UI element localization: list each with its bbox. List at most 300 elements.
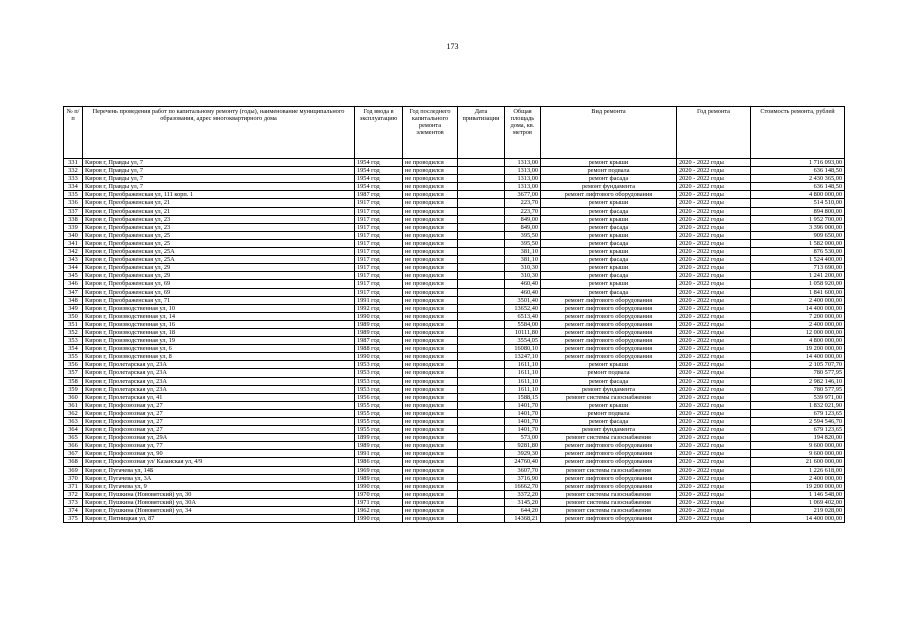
cell-year-built: 1992 год: [355, 304, 403, 312]
cell-num: 342: [64, 248, 83, 256]
cell-repair-type: ремонт лифтового оборудования: [541, 345, 677, 353]
cell-address: Киров г, Производственная ул, 8: [83, 353, 355, 361]
cell-repair-type: ремонт лифтового оборудования: [541, 337, 677, 345]
cell-cost: 2 982 146,10: [751, 377, 845, 385]
cell-year-built: 1990 год: [355, 515, 403, 523]
cell-area: 1611,10: [505, 361, 541, 369]
cell-repair-type: ремонт лифтового оборудования: [541, 191, 677, 199]
cell-last-repair: не проводился: [403, 272, 458, 280]
cell-address: Киров г, Преображенская ул, 21: [83, 199, 355, 207]
cell-num: 348: [64, 296, 83, 304]
cell-repair-type: ремонт фасада: [541, 418, 677, 426]
cell-cost: 876 530,00: [751, 248, 845, 256]
cell-repair-type: ремонт крыши: [541, 264, 677, 272]
cell-cost: 2 400 000,00: [751, 320, 845, 328]
table-header: [64, 107, 845, 159]
cell-last-repair: не проводился: [403, 183, 458, 191]
cell-privatization: [458, 264, 505, 272]
cell-last-repair: не проводился: [403, 280, 458, 288]
cell-address: Киров г, Преображенская ул, 25А: [83, 256, 355, 264]
cell-num: 352: [64, 328, 83, 336]
cell-year-built: 1955 год: [355, 409, 403, 417]
cell-address: Киров г, Преображенская ул, 29: [83, 272, 355, 280]
cell-repair-year: 2020 - 2022 годы: [677, 215, 751, 223]
cell-repair-year: 2020 - 2022 годы: [677, 320, 751, 328]
cell-cost: 1 241 200,00: [751, 272, 845, 280]
table-row: [64, 231, 845, 239]
cell-last-repair: не проводился: [403, 458, 458, 466]
cell-repair-year: 2020 - 2022 годы: [677, 239, 751, 247]
cell-area: 3677,00: [505, 191, 541, 199]
cell-last-repair: не проводился: [403, 199, 458, 207]
cell-num: 344: [64, 264, 83, 272]
cell-repair-type: ремонт лифтового оборудования: [541, 328, 677, 336]
cell-repair-year: 2020 - 2022 годы: [677, 231, 751, 239]
cell-year-built: 1917 год: [355, 231, 403, 239]
cell-repair-year: 2020 - 2022 годы: [677, 272, 751, 280]
cell-cost: 1 146 548,00: [751, 490, 845, 498]
cell-repair-year: 2020 - 2022 годы: [677, 167, 751, 175]
table-row: [64, 256, 845, 264]
cell-last-repair: не проводился: [403, 353, 458, 361]
cell-num: 359: [64, 385, 83, 393]
cell-repair-year: 2020 - 2022 годы: [677, 409, 751, 417]
cell-cost: 713 690,00: [751, 264, 845, 272]
table-row: [64, 320, 845, 328]
table-row: [64, 458, 845, 466]
table-row: [64, 328, 845, 336]
cell-cost: 1 832 021,90: [751, 401, 845, 409]
cell-repair-year: 2020 - 2022 годы: [677, 418, 751, 426]
cell-repair-type: ремонт подвала: [541, 167, 677, 175]
cell-privatization: [458, 248, 505, 256]
table-row: [64, 312, 845, 320]
table-row: [64, 482, 845, 490]
cell-repair-type: ремонт системы газоснабжения: [541, 490, 677, 498]
cell-privatization: [458, 409, 505, 417]
cell-num: 331: [64, 159, 83, 167]
cell-privatization: [458, 474, 505, 482]
cell-year-built: 1917 год: [355, 248, 403, 256]
cell-year-built: 1917 год: [355, 256, 403, 264]
cell-year-built: 1955 год: [355, 418, 403, 426]
cell-year-built: 1989 год: [355, 320, 403, 328]
cell-area: 14368,21: [505, 515, 541, 523]
cell-privatization: [458, 458, 505, 466]
cell-cost: 679 123,65: [751, 409, 845, 417]
cell-address: Киров г, Правды ул, 7: [83, 183, 355, 191]
table-row: [64, 377, 845, 385]
cell-last-repair: не проводился: [403, 320, 458, 328]
cell-cost: 7 200 000,00: [751, 312, 845, 320]
cell-area: 573,00: [505, 434, 541, 442]
cell-repair-type: ремонт фасада: [541, 207, 677, 215]
cell-repair-year: 2020 - 2022 годы: [677, 223, 751, 231]
cell-repair-type: ремонт фундамента: [541, 426, 677, 434]
cell-address: Киров г, Профсоюзная ул, 27: [83, 409, 355, 417]
cell-cost: 679 123,65: [751, 426, 845, 434]
cell-cost: 194 820,00: [751, 434, 845, 442]
cell-year-built: 1917 год: [355, 199, 403, 207]
cell-privatization: [458, 231, 505, 239]
cell-privatization: [458, 482, 505, 490]
cell-address: Киров г, Пролетарская ул, 23А: [83, 385, 355, 393]
cell-year-built: 1970 год: [355, 490, 403, 498]
cell-cost: 636 148,50: [751, 183, 845, 191]
cell-address: Киров г, Профсоюзная ул, 27: [83, 418, 355, 426]
cell-repair-year: 2020 - 2022 годы: [677, 248, 751, 256]
cell-num: 333: [64, 175, 83, 183]
cell-repair-year: 2020 - 2022 годы: [677, 450, 751, 458]
cell-privatization: [458, 490, 505, 498]
cell-area: 1313,00: [505, 175, 541, 183]
cell-address: Киров г, Производственная ул, 18: [83, 328, 355, 336]
cell-address: Киров г, Профсоюзная ул, 77: [83, 442, 355, 450]
cell-last-repair: не проводился: [403, 215, 458, 223]
cell-num: 360: [64, 393, 83, 401]
cell-last-repair: не проводился: [403, 345, 458, 353]
cell-year-built: 1991 год: [355, 450, 403, 458]
table-row: [64, 515, 845, 523]
table-row: [64, 199, 845, 207]
cell-year-built: 1987 год: [355, 191, 403, 199]
table-row: [64, 215, 845, 223]
cell-num: 368: [64, 458, 83, 466]
cell-year-built: 1899 год: [355, 434, 403, 442]
cell-num: 358: [64, 377, 83, 385]
cell-num: 332: [64, 167, 83, 175]
cell-repair-type: ремонт крыши: [541, 248, 677, 256]
cell-privatization: [458, 296, 505, 304]
cell-year-built: 1956 год: [355, 393, 403, 401]
cell-num: 365: [64, 434, 83, 442]
cell-repair-year: 2020 - 2022 годы: [677, 288, 751, 296]
cell-num: 349: [64, 304, 83, 312]
cell-address: Киров г, Преображенская ул, 69: [83, 280, 355, 288]
cell-address: Киров г, Преображенская ул, 111 корп. 1: [83, 191, 355, 199]
cell-area: 1401,70: [505, 401, 541, 409]
cell-year-built: 1953 год: [355, 377, 403, 385]
header-row: [64, 107, 845, 159]
cell-address: Киров г, Правды ул, 7: [83, 175, 355, 183]
cell-repair-type: ремонт лифтового оборудования: [541, 458, 677, 466]
table-row: [64, 183, 845, 191]
cell-repair-year: 2020 - 2022 годы: [677, 264, 751, 272]
cell-address: Киров г, Преображенская ул, 23: [83, 223, 355, 231]
cell-last-repair: не проводился: [403, 385, 458, 393]
cell-address: Киров г, Пушкина (Нововятский) ул, 30А: [83, 498, 355, 506]
cell-repair-type: ремонт фасада: [541, 175, 677, 183]
cell-cost: 636 148,50: [751, 167, 845, 175]
cell-repair-type: ремонт крыши: [541, 361, 677, 369]
cell-address: Киров г, Пушкина (Нововятский) ул, 34: [83, 507, 355, 515]
cell-privatization: [458, 159, 505, 167]
cell-num: 363: [64, 418, 83, 426]
cell-repair-type: ремонт системы газоснабжения: [541, 393, 677, 401]
table-body: [64, 159, 845, 523]
cell-privatization: [458, 353, 505, 361]
cell-repair-type: ремонт крыши: [541, 215, 677, 223]
table-row: [64, 385, 845, 393]
header-cost: Стоимость ремонта, рублей: [751, 107, 845, 159]
cell-area: 1588,15: [505, 393, 541, 401]
cell-cost: 9 600 000,00: [751, 450, 845, 458]
table-row: [64, 207, 845, 215]
cell-repair-type: ремонт лифтового оборудования: [541, 312, 677, 320]
cell-cost: 14 400 000,00: [751, 353, 845, 361]
cell-cost: 2 430 365,00: [751, 175, 845, 183]
cell-repair-year: 2020 - 2022 годы: [677, 175, 751, 183]
cell-area: 16662,70: [505, 482, 541, 490]
cell-privatization: [458, 385, 505, 393]
table-row: [64, 361, 845, 369]
table-row: [64, 223, 845, 231]
cell-last-repair: не проводился: [403, 304, 458, 312]
cell-repair-year: 2020 - 2022 годы: [677, 442, 751, 450]
table-row: [64, 296, 845, 304]
cell-last-repair: не проводился: [403, 337, 458, 345]
cell-num: 336: [64, 199, 83, 207]
cell-privatization: [458, 450, 505, 458]
cell-address: Киров г, Правды ул, 7: [83, 159, 355, 167]
cell-address: Киров г, Преображенская ул, 23: [83, 215, 355, 223]
cell-last-repair: не проводился: [403, 393, 458, 401]
cell-privatization: [458, 256, 505, 264]
cell-address: Киров г, Пушкина (Нововятский) ул, 30: [83, 490, 355, 498]
cell-repair-type: ремонт крыши: [541, 280, 677, 288]
cell-area: 460,40: [505, 280, 541, 288]
cell-area: 381,10: [505, 248, 541, 256]
table-row: [64, 272, 845, 280]
cell-privatization: [458, 515, 505, 523]
cell-num: 346: [64, 280, 83, 288]
table-row: [64, 280, 845, 288]
cell-area: 644,20: [505, 507, 541, 515]
cell-last-repair: не проводился: [403, 401, 458, 409]
cell-address: Киров г, Преображенская ул, 25: [83, 231, 355, 239]
cell-repair-type: ремонт фасада: [541, 223, 677, 231]
cell-cost: 2 105 707,70: [751, 361, 845, 369]
cell-area: 3716,90: [505, 474, 541, 482]
cell-num: 356: [64, 361, 83, 369]
cell-num: 343: [64, 256, 83, 264]
cell-num: 374: [64, 507, 83, 515]
cell-last-repair: не проводился: [403, 466, 458, 474]
cell-privatization: [458, 401, 505, 409]
cell-repair-year: 2020 - 2022 годы: [677, 498, 751, 506]
cell-year-built: 1991 год: [355, 296, 403, 304]
cell-cost: 19 200 000,00: [751, 345, 845, 353]
cell-address: Киров г, Преображенская ул, 71: [83, 296, 355, 304]
cell-address: Киров г, Производственная ул, 19: [83, 337, 355, 345]
cell-area: 24760,40: [505, 458, 541, 466]
table-row: [64, 345, 845, 353]
cell-privatization: [458, 288, 505, 296]
cell-address: Киров г, Преображенская ул, 25: [83, 239, 355, 247]
cell-num: 357: [64, 369, 83, 377]
cell-year-built: 1917 год: [355, 215, 403, 223]
cell-year-built: 1990 год: [355, 353, 403, 361]
cell-address: Киров г, Преображенская ул, 21: [83, 207, 355, 215]
cell-num: 351: [64, 320, 83, 328]
cell-cost: 539 971,00: [751, 393, 845, 401]
cell-privatization: [458, 377, 505, 385]
cell-year-built: 1917 год: [355, 239, 403, 247]
cell-repair-year: 2020 - 2022 годы: [677, 507, 751, 515]
table-row: [64, 401, 845, 409]
cell-repair-year: 2020 - 2022 годы: [677, 256, 751, 264]
cell-repair-year: 2020 - 2022 годы: [677, 337, 751, 345]
cell-address: Киров г, Производственная ул, 10: [83, 304, 355, 312]
cell-repair-type: ремонт крыши: [541, 401, 677, 409]
cell-privatization: [458, 239, 505, 247]
cell-repair-year: 2020 - 2022 годы: [677, 434, 751, 442]
cell-num: 334: [64, 183, 83, 191]
cell-repair-year: 2020 - 2022 годы: [677, 353, 751, 361]
cell-repair-type: ремонт подвала: [541, 369, 677, 377]
table-row: [64, 167, 845, 175]
cell-num: 341: [64, 239, 83, 247]
cell-repair-year: 2020 - 2022 годы: [677, 312, 751, 320]
cell-repair-type: ремонт фасада: [541, 272, 677, 280]
table-row: [64, 490, 845, 498]
cell-area: 1313,00: [505, 159, 541, 167]
cell-repair-year: 2020 - 2022 годы: [677, 466, 751, 474]
cell-area: 16080,10: [505, 345, 541, 353]
cell-privatization: [458, 280, 505, 288]
cell-last-repair: не проводился: [403, 442, 458, 450]
cell-area: 3372,20: [505, 490, 541, 498]
cell-num: 339: [64, 223, 83, 231]
cell-year-built: 1989 год: [355, 442, 403, 450]
cell-address: Киров г, Пролетарская ул, 23А: [83, 361, 355, 369]
cell-year-built: 1917 год: [355, 223, 403, 231]
cell-year-built: 1953 год: [355, 361, 403, 369]
cell-area: 1401,70: [505, 426, 541, 434]
cell-year-built: 1953 год: [355, 369, 403, 377]
cell-repair-type: ремонт лифтового оборудования: [541, 320, 677, 328]
cell-privatization: [458, 199, 505, 207]
cell-privatization: [458, 191, 505, 199]
cell-last-repair: не проводился: [403, 409, 458, 417]
cell-repair-type: ремонт лифтового оборудования: [541, 296, 677, 304]
table-row: [64, 264, 845, 272]
cell-year-built: 1962 год: [355, 507, 403, 515]
cell-area: 3607,70: [505, 466, 541, 474]
cell-repair-year: 2020 - 2022 годы: [677, 345, 751, 353]
cell-cost: 894 800,00: [751, 207, 845, 215]
cell-privatization: [458, 175, 505, 183]
cell-address: Киров г, Правды ул, 7: [83, 167, 355, 175]
cell-cost: 1 069 402,00: [751, 498, 845, 506]
cell-year-built: 1955 год: [355, 426, 403, 434]
cell-cost: 19 200 000,00: [751, 482, 845, 490]
cell-year-built: 1987 год: [355, 337, 403, 345]
cell-year-built: 1917 год: [355, 264, 403, 272]
table-row: [64, 466, 845, 474]
cell-num: 350: [64, 312, 83, 320]
table-row: [64, 369, 845, 377]
cell-repair-type: ремонт лифтового оборудования: [541, 515, 677, 523]
cell-year-built: 1989 год: [355, 474, 403, 482]
cell-privatization: [458, 304, 505, 312]
cell-year-built: 1990 год: [355, 312, 403, 320]
cell-cost: 4 800 000,00: [751, 337, 845, 345]
cell-address: Киров г, Пугачева ул, 14Б: [83, 466, 355, 474]
cell-last-repair: не проводился: [403, 159, 458, 167]
cell-area: 13247,10: [505, 353, 541, 361]
cell-address: Киров г, Профсоюзная ул/ Казанская ул, 4/9: [83, 458, 355, 466]
cell-address: Киров г, Преображенская ул, 25А: [83, 248, 355, 256]
table-row: [64, 409, 845, 417]
cell-num: 335: [64, 191, 83, 199]
header-area: Общая площадь дома, кв. метров: [505, 107, 541, 159]
cell-last-repair: не проводился: [403, 175, 458, 183]
cell-num: 338: [64, 215, 83, 223]
cell-area: 1611,10: [505, 385, 541, 393]
cell-privatization: [458, 498, 505, 506]
table-row: [64, 474, 845, 482]
cell-year-built: 1954 год: [355, 183, 403, 191]
cell-privatization: [458, 215, 505, 223]
header-repair-type: Вид ремонта: [541, 107, 677, 159]
cell-num: 375: [64, 515, 83, 523]
cell-repair-type: ремонт фасада: [541, 377, 677, 385]
cell-num: 340: [64, 231, 83, 239]
cell-repair-year: 2020 - 2022 годы: [677, 458, 751, 466]
cell-repair-year: 2020 - 2022 годы: [677, 369, 751, 377]
cell-repair-type: ремонт лифтового оборудования: [541, 304, 677, 312]
cell-cost: 12 000 000,00: [751, 328, 845, 336]
cell-privatization: [458, 442, 505, 450]
cell-repair-year: 2020 - 2022 годы: [677, 183, 751, 191]
cell-cost: 1 058 920,00: [751, 280, 845, 288]
cell-last-repair: не проводился: [403, 377, 458, 385]
table-row: [64, 393, 845, 401]
cell-year-built: 1954 год: [355, 159, 403, 167]
cell-last-repair: не проводился: [403, 328, 458, 336]
header-privatization: Дата приватизации: [458, 107, 505, 159]
cell-privatization: [458, 312, 505, 320]
cell-repair-year: 2020 - 2022 годы: [677, 328, 751, 336]
table-row: [64, 426, 845, 434]
cell-num: 370: [64, 474, 83, 482]
table-row: [64, 498, 845, 506]
cell-privatization: [458, 418, 505, 426]
cell-num: 345: [64, 272, 83, 280]
cell-area: 3501,40: [505, 296, 541, 304]
cell-area: 849,00: [505, 223, 541, 231]
cell-repair-year: 2020 - 2022 годы: [677, 377, 751, 385]
cell-privatization: [458, 223, 505, 231]
cell-area: 1401,70: [505, 409, 541, 417]
cell-last-repair: не проводился: [403, 223, 458, 231]
cell-year-built: 1917 год: [355, 288, 403, 296]
table-row: [64, 337, 845, 345]
cell-area: 9281,80: [505, 442, 541, 450]
cell-last-repair: не проводился: [403, 482, 458, 490]
cell-last-repair: не проводился: [403, 474, 458, 482]
cell-repair-year: 2020 - 2022 годы: [677, 159, 751, 167]
cell-privatization: [458, 369, 505, 377]
header-address: Перечень проведения работ по капитальному ремонту (годы), наименование муниципального образования, адрес многоквартирного дома: [83, 107, 355, 159]
cell-repair-type: ремонт фасада: [541, 239, 677, 247]
cell-year-built: 1971 год: [355, 498, 403, 506]
cell-repair-type: ремонт фундамента: [541, 385, 677, 393]
cell-area: 3145,20: [505, 498, 541, 506]
cell-area: 6513,40: [505, 312, 541, 320]
cell-address: Киров г, Преображенская ул, 69: [83, 288, 355, 296]
